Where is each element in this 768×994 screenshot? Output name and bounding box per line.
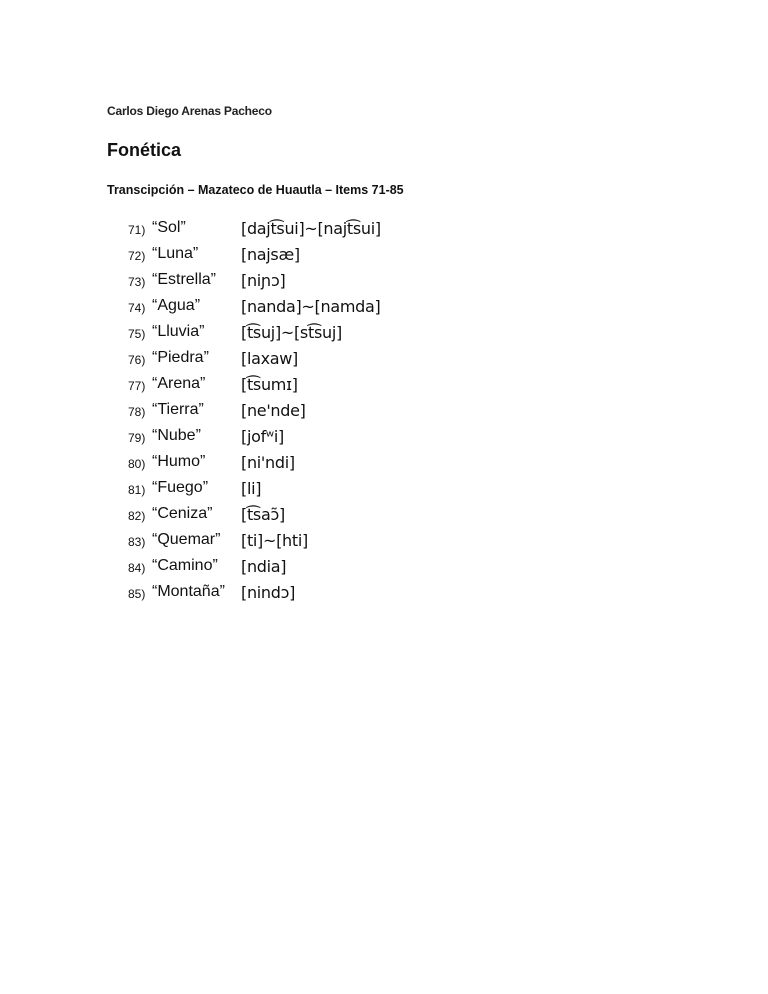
list-item — [0, 295, 768, 321]
item-number: 73) — [128, 275, 146, 289]
item-number: 80) — [128, 457, 146, 471]
item-number: 81) — [128, 483, 146, 497]
item-word: “Sol” — [152, 219, 186, 236]
item-transcription: [ni'ndi] — [241, 453, 295, 472]
page-title: Fonética — [107, 140, 182, 160]
list-item — [0, 269, 768, 295]
item-transcription: [ndia] — [241, 557, 287, 576]
item-transcription: [niɲɔ] — [241, 271, 286, 290]
item-number: 76) — [128, 353, 146, 367]
list-item — [0, 373, 768, 399]
list-item — [0, 425, 768, 451]
item-word: “Quemar” — [152, 531, 221, 548]
item-transcription: [nindɔ] — [241, 583, 296, 602]
list-item — [0, 529, 768, 555]
item-transcription: [ne'nde] — [241, 401, 306, 420]
item-transcription: [li] — [241, 479, 262, 498]
item-number: 71) — [128, 223, 146, 237]
transcription-list — [0, 217, 768, 607]
list-item — [0, 581, 768, 607]
item-transcription: [dajt͡sui]~[najt͡sui] — [241, 219, 381, 238]
list-item — [0, 217, 768, 243]
item-word: “Luna” — [152, 245, 199, 262]
list-item — [0, 399, 768, 425]
item-transcription: [t͡suj]~[st͡suj] — [241, 323, 342, 342]
list-item — [0, 503, 768, 529]
item-word: “Agua” — [152, 297, 201, 314]
item-number: 78) — [128, 405, 146, 419]
page-subtitle: Transcipción – Mazateco de Huautla – Items 71-85 — [107, 183, 404, 197]
item-word: “Camino” — [152, 557, 218, 574]
item-word: “Nube” — [152, 427, 201, 444]
item-number: 79) — [128, 431, 146, 445]
item-number: 82) — [128, 509, 146, 523]
item-number: 84) — [128, 561, 146, 575]
item-word: “Arena” — [152, 375, 206, 392]
item-transcription: [ti]~[hti] — [241, 531, 308, 550]
item-word: “Estrella” — [152, 271, 217, 288]
list-item — [0, 555, 768, 581]
item-transcription: [t͡sumɪ] — [241, 375, 298, 394]
list-item — [0, 321, 768, 347]
item-number: 85) — [128, 587, 146, 601]
item-word: “Ceniza” — [152, 505, 213, 522]
item-transcription: [laxaw] — [241, 349, 298, 368]
item-number: 74) — [128, 301, 146, 315]
list-item — [0, 477, 768, 503]
item-number: 75) — [128, 327, 146, 341]
item-word: “Lluvia” — [152, 323, 205, 340]
item-word: “Tierra” — [152, 401, 204, 418]
item-word: “Fuego” — [152, 479, 209, 496]
list-item — [0, 347, 768, 373]
item-transcription: [nanda]~[namda] — [241, 297, 381, 316]
item-number: 77) — [128, 379, 146, 393]
author-name: Carlos Diego Arenas Pacheco — [107, 104, 272, 118]
list-item — [0, 243, 768, 269]
item-transcription: [najsæ] — [241, 245, 300, 264]
item-word: “Piedra” — [152, 349, 209, 366]
item-transcription: [jofʷi] — [241, 427, 284, 446]
item-transcription: [t͡saɔ̃] — [241, 505, 285, 524]
item-word: “Montaña” — [152, 583, 225, 600]
item-number: 72) — [128, 249, 146, 263]
list-item — [0, 451, 768, 477]
item-number: 83) — [128, 535, 146, 549]
item-word: “Humo” — [152, 453, 206, 470]
